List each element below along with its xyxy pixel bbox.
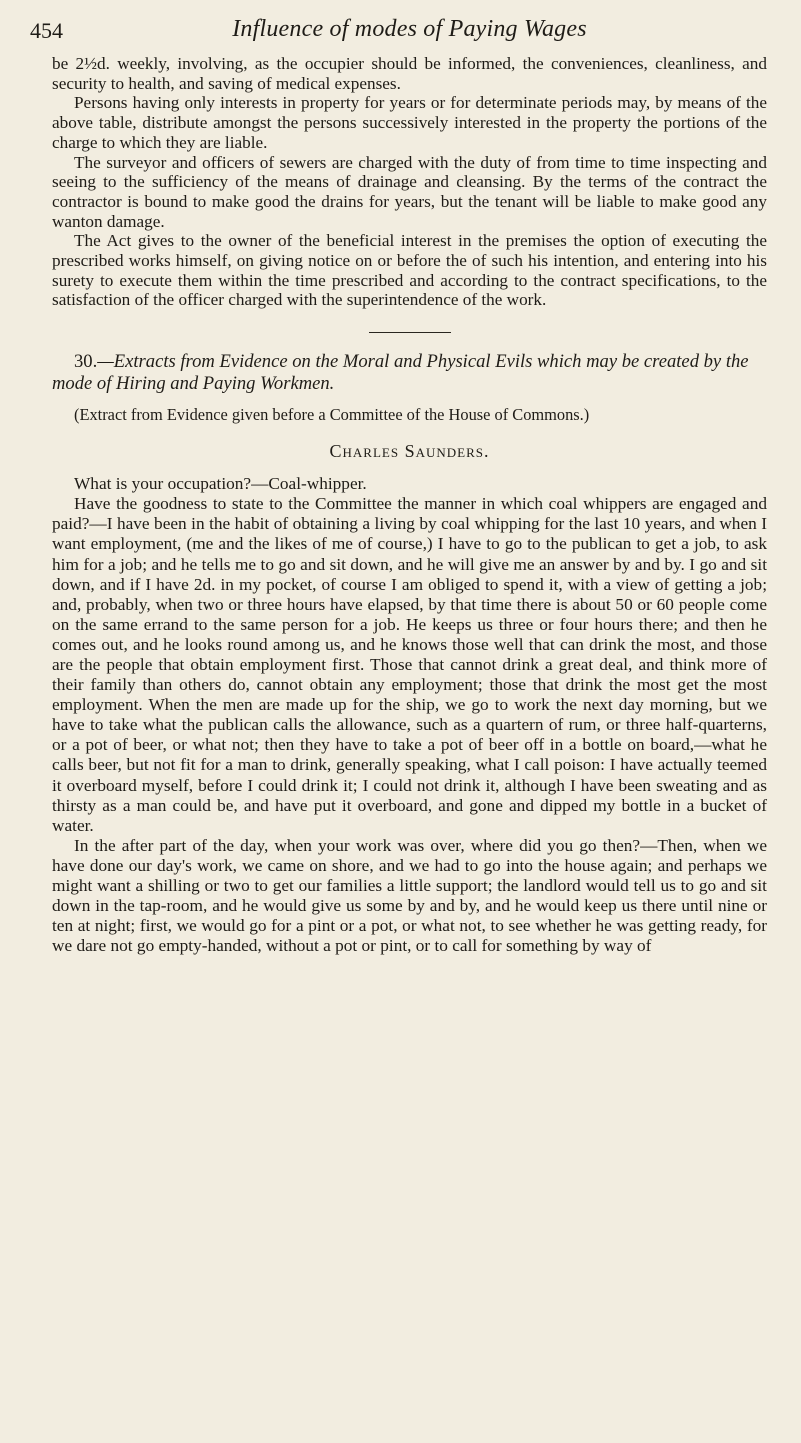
witness-name: Charles Saunders. (329, 441, 490, 462)
evidence-body (52, 474, 767, 956)
section-30 (52, 351, 767, 956)
section-number: 30. (74, 351, 98, 373)
top-section (52, 54, 767, 310)
evidence-source: (Extract from Evidence given before a Committee of the House of Commons.) (74, 405, 590, 425)
paragraph: Have the goodness to state to the Committee the manner in which coal whippers are engaged and paid?—I have been in the habit of obtaining a living by coal whipping for the last 10 years, and when I want employment, (me and the likes of me of course,) I have to go to the publican to get a job, to ask him for a job; and he tells me to go and sit down, and he will give me an answer by and by. I go and sit down, and if I have 2d. in my pocket, of course I am obliged to spend it, with a view of getting a job; and, probably, when two or three hours have elapsed, by that time there is about 50 or 60 people come on the same errand to the same person for a job. He keeps us three or four hours there; and then he comes out, and he looks round among us, and he knows those well that can drink the most, and those are the people that obtain employment first. Those that cannot drink a great deal, and think more of their family than others do, cannot obtain any employment; those that drink the most get the most employment. When the men are made up for the ship, we go to work the next day morning, but we have to take what the publican calls the allowance, such as a quartern of rum, or three half-quarterns, or a pot of beer, or what not; then they have to take a pot of beer off in a bottle on board,—what he calls beer, but not fit for a man to drink, generally speaking, what I call poison: I have actually teemed it overboard myself, before I could drink it; I could not drink it, although I have been sweating and as thirsty as a man could be, and have put it overboard, and gone and dipped my bottle in a bucket of water. (52, 494, 767, 835)
running-head: Influence of modes of Paying Wages (232, 16, 587, 42)
page-number: 454 (30, 18, 63, 43)
section-heading (52, 351, 767, 395)
paragraph: be 2½d. weekly, involving, as the occupier should be informed, the conveniences, cleanliness, and security to health, and saving of medical expenses. (52, 54, 767, 93)
book-page (30, 10, 767, 956)
paragraph: In the after part of the day, when your work was over, where did you go then?—Then, when we have done our day's work, we came on shore, and we had to go into the house again; and perhaps we might want a shilling or two to get our families a little support; the landlord would tell us to go and sit down in the tap-room, and he would give us some by and by, and he would keep us there until nine or ten at night; first, we would go for a pint or a pot, or what not, to see whether he was getting ready, for we dare not go empty-handed, without a pot or pint, or to call for something by way of (52, 835, 767, 956)
section-title: —Extracts from Evidence on the Moral and Physical Evils which may be created by the mode of Hiring and Paying Workmen. (52, 351, 749, 395)
paragraph: Persons having only interests in property for years or for determinate periods may, by means of the above table, distribute amongst the persons successively interested in the property the portions of the charge to which they are liable. (52, 93, 767, 152)
paragraph: The surveyor and officers of sewers are charged with the duty of from time to time inspecting and seeing to the sufficiency of the means of drainage and cleansing. By the terms of the contract the contractor is bound to make good the drains for years, but the tenant will be liable to make good any wanton damage. (52, 152, 767, 231)
section-divider (369, 332, 451, 333)
page-header (30, 10, 767, 54)
paragraph: What is your occupation?—Coal-whipper. (74, 474, 367, 494)
paragraph: The Act gives to the owner of the beneficial interest in the premises the option of executing the prescribed works himself, on giving notice on or before the of such his intention, and entering into his surety to execute them within the time prescribed and according to the contract specifications, to the satisfaction of the officer charged with the superintendence of the work. (52, 231, 767, 310)
